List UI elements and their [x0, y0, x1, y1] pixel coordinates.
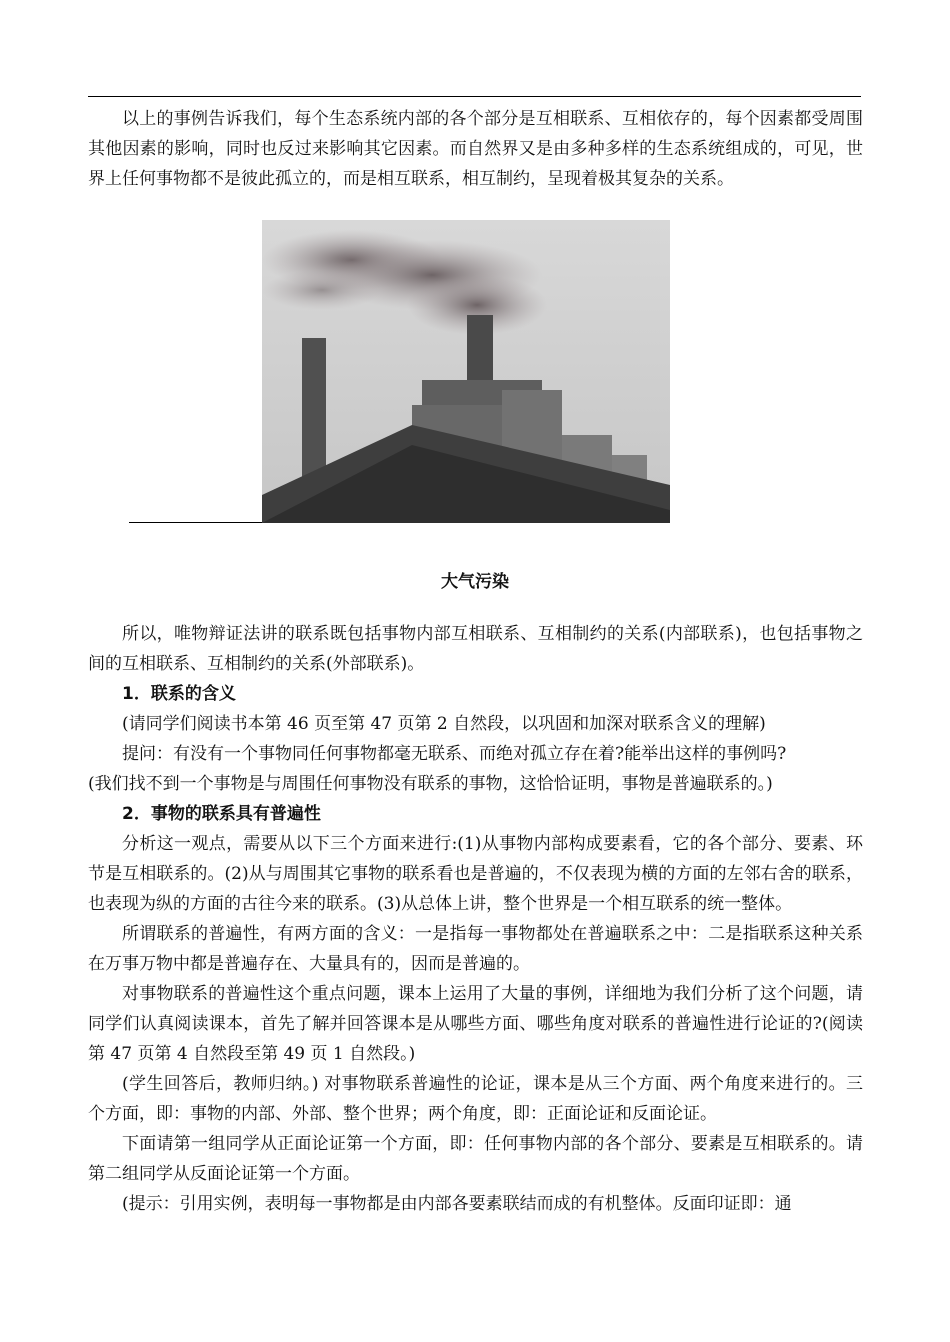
section-heading-1: 1．联系的含义	[122, 684, 236, 704]
paragraph: 所以，唯物辩证法讲的联系既包括事物内部互相联系、互相制约的关系(内部联系)，也包括事物之间的互相联系、互相制约的关系(外部联系)。	[88, 624, 863, 674]
paragraph: 对事物联系的普遍性这个重点问题，课本上运用了大量的事例，详细地为我们分析了这个问题，请同学们认真阅读课本，首先了解并回答课本是从哪些方面、哪些角度对联系的普遍性进行论证的?(阅读第 47 页第 4 自然段至第 49 页 1 自然段。)	[88, 984, 863, 1064]
figure-caption: 大气污染	[441, 572, 509, 592]
paragraph: 所谓联系的普遍性，有两方面的含义：一是指每一事物都处在普遍联系之中：二是指联系这种关系在万事万物中都是普遍存在、大量具有的，因而是普遍的。	[88, 924, 863, 974]
paragraph: (请同学们阅读书本第 46 页至第 47 页第 2 自然段，以巩固和加深对联系含义的理解)	[122, 714, 766, 734]
paragraph: (我们找不到一个事物是与周围任何事物没有联系的事物，这恰恰证明，事物是普遍联系的。)	[88, 774, 773, 794]
paragraph: (学生回答后，教师归纳。) 对事物联系普遍性的论证，课本是从三个方面、两个角度来进行的。三个方面，即：事物的内部、外部、整个世界；两个角度，即：正面论证和反面论证。	[88, 1074, 863, 1124]
paragraph: 下面请第一组同学从正面论证第一个方面，即：任何事物内部的各个部分、要素是互相联系的。请第二组同学从反面论证第一个方面。	[88, 1134, 863, 1184]
paragraph: 提问：有没有一个事物同任何事物都毫无联系、而绝对孤立存在着?能举出这样的事例吗?	[122, 744, 787, 764]
intro-block	[88, 104, 863, 194]
body-block	[88, 619, 863, 1219]
figure-rule	[129, 522, 262, 523]
factory-smoke-photo	[262, 220, 670, 523]
section-heading-2: 2．事物的联系具有普遍性	[122, 804, 321, 824]
paragraph-intro: 以上的事例告诉我们，每个生态系统内部的各个部分是互相联系、互相依存的，每个因素都受周围其他因素的影响，同时也反过来影响其它因素。而自然界又是由多种多样的生态系统组成的，可见，世界上任何事物都不是彼此孤立的，而是相互联系，相互制约，呈现着极其复杂的关系。	[88, 109, 863, 189]
paragraph: 分析这一观点，需要从以下三个方面来进行:(1)从事物内部构成要素看，它的各个部分、要素、环节是互相联系的。(2)从与周围其它事物的联系看也是普遍的，不仅表现为横的方面的左邻右舍的联系，也表现为纵的方面的古往今来的联系。(3)从总体上讲，整个世界是一个相互联系的统一整体。	[88, 834, 863, 914]
paragraph: (提示：引用实例，表明每一事物都是由内部各要素联结而成的有机整体。反面印证即：通	[122, 1194, 792, 1214]
header-rule	[88, 96, 861, 97]
